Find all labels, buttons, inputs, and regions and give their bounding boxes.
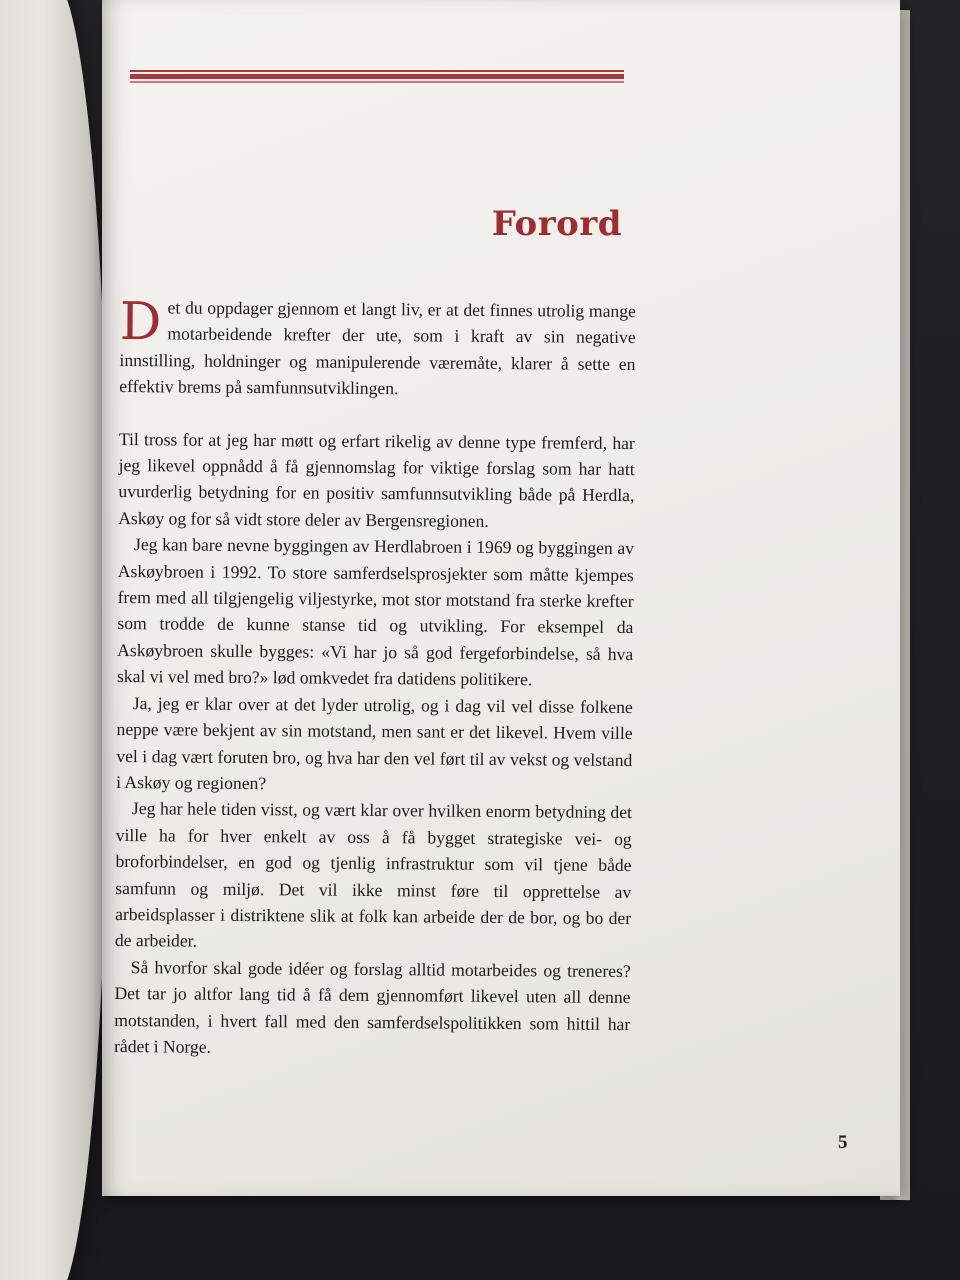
book-page	[102, 0, 900, 1196]
body-text	[114, 294, 636, 1063]
paragraph-5: Jeg har hele tiden visst, og vært klar over hvilken enorm betydning det ville ha for hver enkelt av oss å få bygget strategiske vei- og broforbindelser, en god og tjenlig infrastruktur som vil tjene både samfunn og miljø. Det vil ikke minst føre til opprettelse av arbeidsplasser i distriktene slik at folk kan arbeide der de bor, og bo der de arbeider.	[114, 798, 633, 951]
paragraph-6: Så hvorfor skal gode idéer og forslag alltid motarbeides og treneres? Det tar jo altfor lang tid å få dem gjennomført likevel uten all denne motstanden, i hvert fall med den samferdselspolitikken som hittil har rådet i Norge.	[114, 956, 631, 1057]
page-number: 5	[838, 1132, 848, 1153]
drop-cap: D	[119, 292, 162, 353]
paragraph-3: Jeg kan bare nevne byggingen av Herdlabroen i 1969 og byggingen av Askøybroen i 1992. To store samferdselsprosjekter som måtte kjempes frem med all tilgjengelig viljestyrke, mot stor motstand fra sterke krefter som trodde de kunne stanse tid og utvikling. For eksempel da Askøybroen skulle bygges: «Vi har jo så god fergeforbindelse, så hva skal vi vel med bro?» lød omkvedet fra datidens politikere.	[116, 534, 635, 690]
page-title: Forord	[491, 204, 622, 244]
paragraph-4: Ja, jeg er klar over at det lyder utrolig, og i dag vil vel disse folkene neppe være bekjent av sin motstand, men sant er det likevel. Hvem ville vel i dag vært foruten bro, og hva har den vel ført til av vekst og velstand i Askøy og regionen?	[116, 692, 633, 794]
left-page-edge	[0, 0, 110, 1280]
decorative-rule	[130, 70, 624, 83]
paragraph-1: Det du oppdager gjennom et langt liv, er at det finnes utrolig mange motarbeidende krefter der ute, som i kraft av sin negative innstilling, holdninger og manipulerende væremåte, klarer å sette en effektiv brems på samfunnsutviklingen.	[119, 292, 636, 399]
paragraph-2: Til tross for at jeg har møtt og erfart rikelig av denne type fremferd, har jeg likevel oppnådd å få gjennomslag for viktige forslag som har hatt uvurderlig betydning for en positiv samfunnsutvikling både på Herdla, Askøy og for så vidt store deler av Bergensregionen.	[118, 428, 635, 531]
